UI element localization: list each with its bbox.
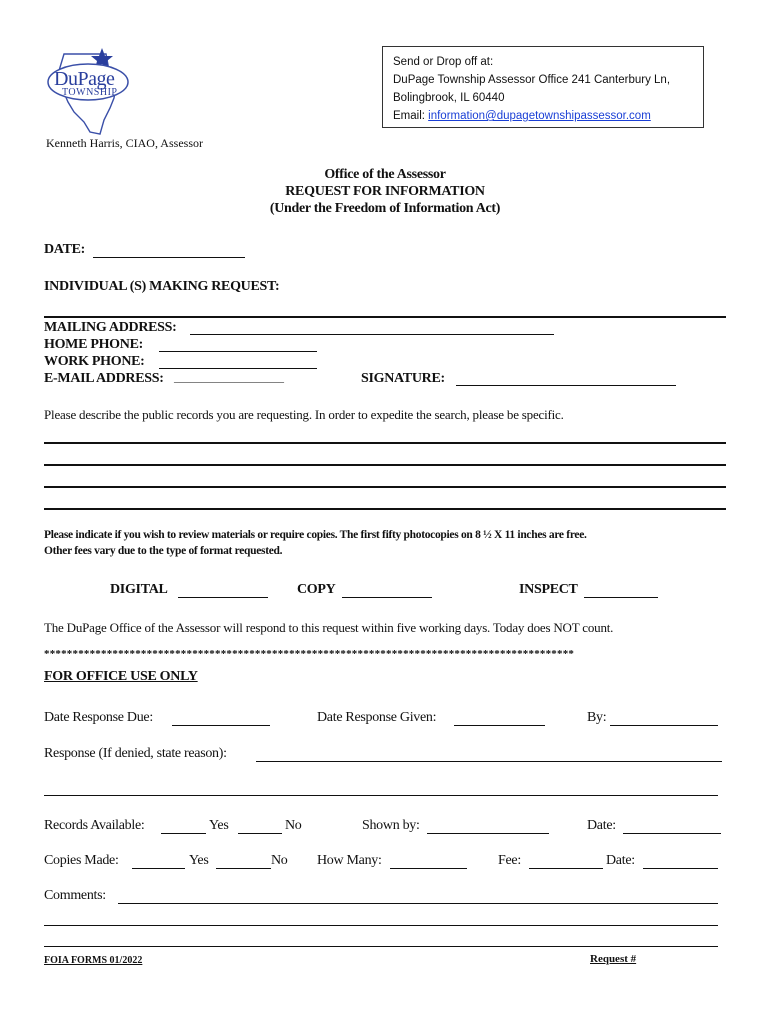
email-address-label: E-MAIL ADDRESS: bbox=[44, 371, 164, 386]
individual-field[interactable] bbox=[44, 316, 726, 318]
signature-field[interactable] bbox=[456, 385, 676, 386]
act-subtitle: (Under the Freedom of Information Act) bbox=[269, 201, 501, 216]
copies-made-label: Copies Made: bbox=[44, 853, 119, 868]
shown-by-field[interactable] bbox=[427, 833, 549, 834]
comments-field-line-2[interactable] bbox=[44, 925, 718, 926]
home-phone-label: HOME PHONE: bbox=[44, 337, 143, 352]
response-field-line-2[interactable] bbox=[44, 795, 718, 796]
records-available-label: Records Available: bbox=[44, 818, 145, 833]
inspect-field[interactable] bbox=[584, 597, 658, 598]
dupage-township-logo bbox=[44, 46, 138, 138]
fee-date-label: Date: bbox=[606, 853, 635, 868]
logo-text-bottom: TOWNSHIP bbox=[62, 87, 118, 98]
records-no-field[interactable] bbox=[238, 833, 282, 834]
comments-field-line-1[interactable] bbox=[118, 903, 718, 904]
office-title: Office of the Assessor bbox=[324, 167, 446, 182]
signature-label: SIGNATURE: bbox=[361, 371, 445, 386]
describe-line-2[interactable] bbox=[44, 464, 726, 466]
date-response-due-field[interactable] bbox=[172, 725, 270, 726]
date-label: DATE: bbox=[44, 242, 86, 257]
logo-text-top: DuPage bbox=[54, 68, 115, 90]
describe-instructions: Please describe the public records you are requesting. In order to expedite the search, please be specific. bbox=[44, 407, 564, 422]
respond-note: The DuPage Office of the Assessor will respond to this request within five working days. Today does NOT count. bbox=[44, 620, 614, 635]
individual-label: INDIVIDUAL (S) MAKING REQUEST: bbox=[44, 279, 280, 294]
records-yes-label: Yes bbox=[209, 818, 229, 833]
separator-stars: ********************************************************************************************* bbox=[44, 648, 575, 660]
copies-yes-field[interactable] bbox=[132, 868, 185, 869]
assessor-name: Kenneth Harris, CIAO, Assessor bbox=[46, 136, 203, 150]
work-phone-label: WORK PHONE: bbox=[44, 354, 145, 369]
date-response-due-label: Date Response Due: bbox=[44, 710, 153, 725]
copies-yes-label: Yes bbox=[189, 853, 209, 868]
home-phone-field[interactable] bbox=[159, 351, 317, 352]
office-use-heading: FOR OFFICE USE ONLY bbox=[44, 669, 198, 684]
mailing-address-label: MAILING ADDRESS: bbox=[44, 320, 177, 335]
footer-form-id: FOIA FORMS 01/2022 bbox=[44, 955, 143, 966]
comments-field-line-3[interactable] bbox=[44, 946, 718, 947]
inspect-label: INSPECT bbox=[519, 582, 578, 597]
comments-label: Comments: bbox=[44, 888, 106, 903]
copies-no-field[interactable] bbox=[216, 868, 271, 869]
email-address-field[interactable]: ____________________ bbox=[174, 372, 284, 384]
fee-field[interactable] bbox=[529, 868, 603, 869]
shown-by-label: Shown by: bbox=[362, 818, 420, 833]
copy-field[interactable] bbox=[342, 597, 432, 598]
response-label: Response (If denied, state reason): bbox=[44, 746, 227, 761]
send-line-2: DuPage Township Assessor Office 241 Canterbury Ln, bbox=[393, 74, 671, 86]
records-yes-field[interactable] bbox=[161, 833, 206, 834]
date-response-given-field[interactable] bbox=[454, 725, 545, 726]
mailing-address-field[interactable] bbox=[190, 334, 554, 335]
send-email-row bbox=[393, 107, 693, 125]
send-line-1: Send or Drop off at: bbox=[393, 56, 494, 68]
copies-note-line-1: Please indicate if you wish to review materials or require copies. The first fifty photocopies on 8 ½ X 11 inches are free. bbox=[44, 529, 587, 541]
describe-line-1[interactable] bbox=[44, 442, 726, 444]
work-phone-field[interactable] bbox=[159, 368, 317, 369]
footer-request-number: Request # bbox=[590, 953, 637, 965]
shown-date-field[interactable] bbox=[623, 833, 721, 834]
date-response-given-label: Date Response Given: bbox=[317, 710, 437, 725]
send-info-box bbox=[382, 46, 704, 128]
describe-line-4[interactable] bbox=[44, 508, 726, 510]
fee-label: Fee: bbox=[498, 853, 521, 868]
copies-no-label: No bbox=[271, 853, 288, 868]
response-field[interactable] bbox=[256, 761, 722, 762]
email-link[interactable]: information@dupagetownshipassessor.com bbox=[428, 110, 651, 122]
shown-date-label: Date: bbox=[587, 818, 616, 833]
request-title: REQUEST FOR INFORMATION bbox=[285, 184, 485, 199]
digital-label: DIGITAL bbox=[110, 582, 168, 597]
by-label: By: bbox=[587, 710, 607, 725]
records-no-label: No bbox=[285, 818, 302, 833]
send-line-3: Bolingbrook, IL 60440 bbox=[393, 92, 505, 104]
by-field[interactable] bbox=[610, 725, 718, 726]
digital-field[interactable] bbox=[178, 597, 268, 598]
email-label: Email: bbox=[393, 110, 429, 122]
copies-note-line-2: Other fees vary due to the type of format requested. bbox=[44, 545, 283, 557]
fee-date-field[interactable] bbox=[643, 868, 718, 869]
date-field[interactable] bbox=[93, 257, 245, 258]
copy-label: COPY bbox=[297, 582, 336, 597]
how-many-label: How Many: bbox=[317, 853, 382, 868]
how-many-field[interactable] bbox=[390, 868, 467, 869]
describe-line-3[interactable] bbox=[44, 486, 726, 488]
